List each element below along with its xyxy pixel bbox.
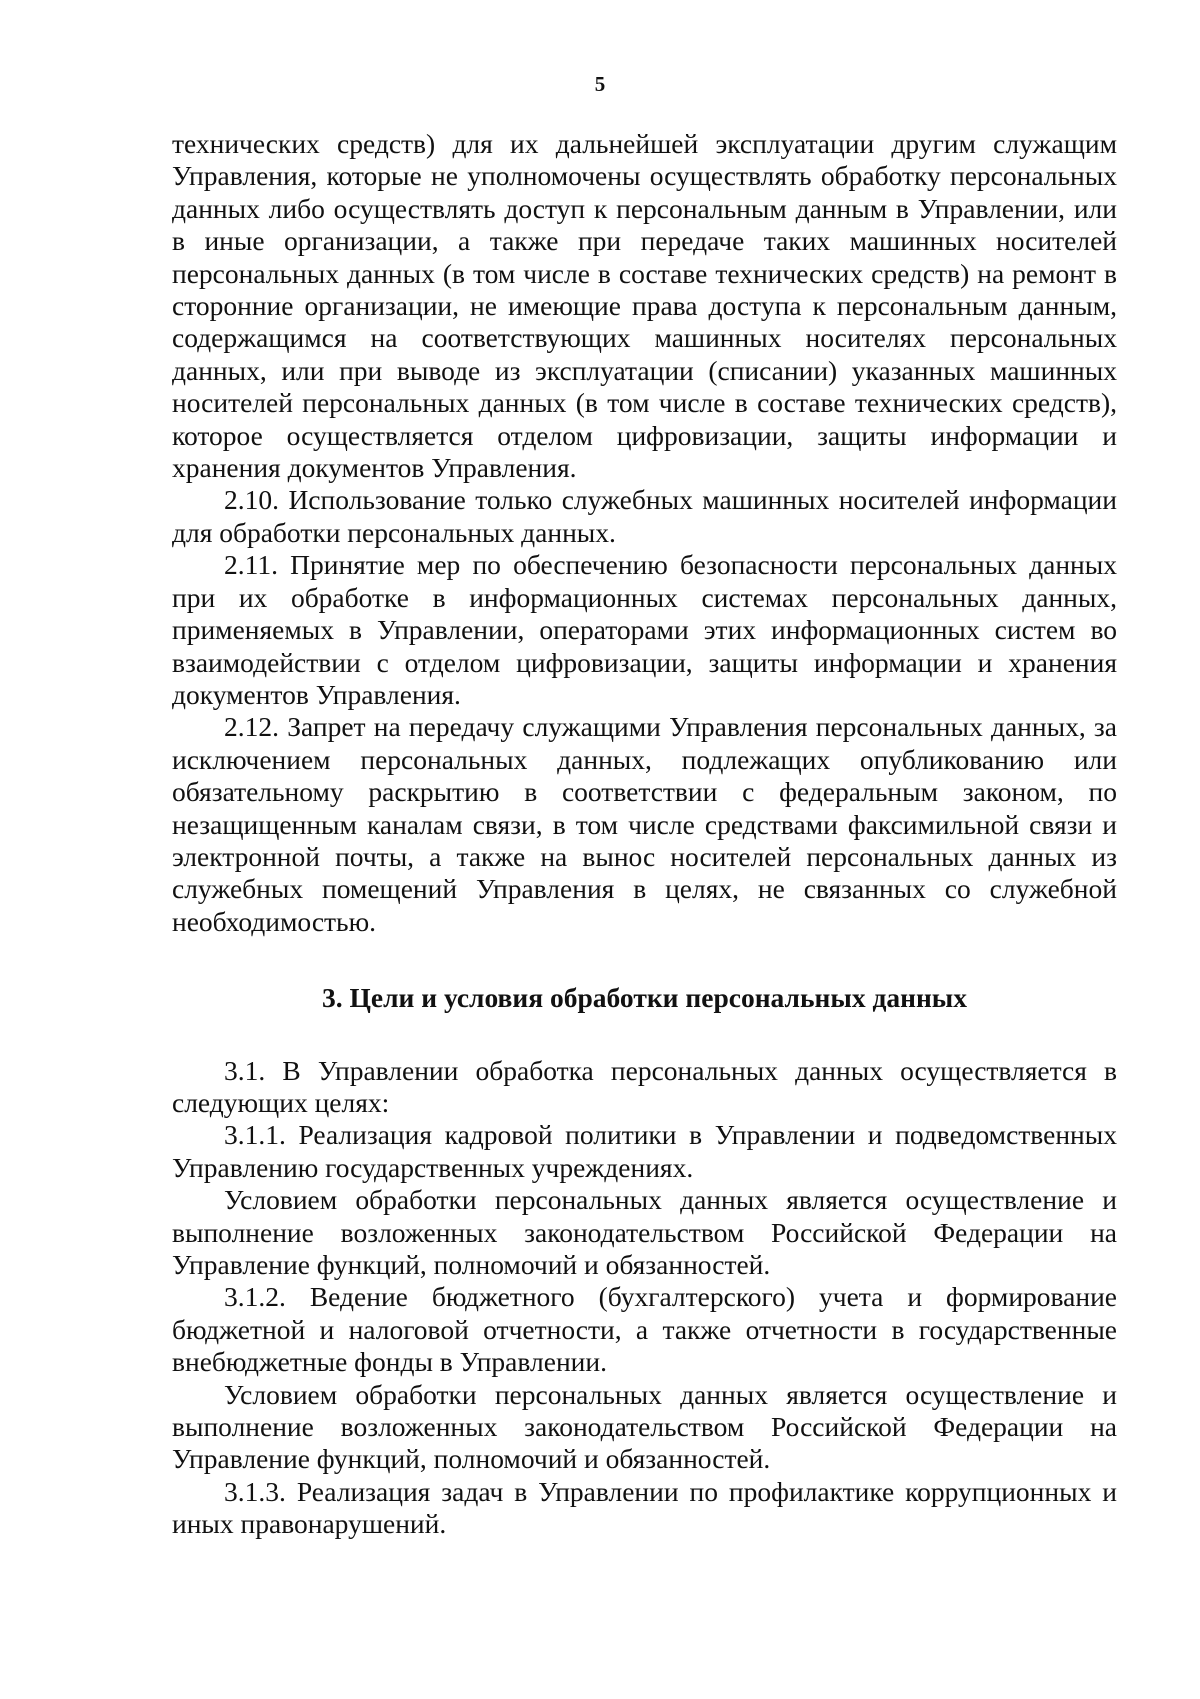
paragraph-3-1-1: 3.1.1. Реализация кадровой политики в Управлении и подведомственных Управлению государственных учреждениях. xyxy=(172,1119,1117,1183)
paragraph-3-1-2: 3.1.2. Ведение бюджетного (бухгалтерского) учета и формирование бюджетной и налоговой отчетности, а также отчетности в государственные внебюджетные фонды в Управлении. xyxy=(172,1281,1117,1378)
page-number: 5 xyxy=(594,72,606,96)
paragraph-3-1-3: 3.1.3. Реализация задач в Управлении по профилактике коррупционных и иных правонарушений. xyxy=(172,1475,1117,1540)
paragraph-continued: технических средств) для их дальнейшей эксплуатации другим служащим Управления, которые не уполномочены осуществлять обработку персональных данных либо осуществлять доступ к персональным данным в Управлении, или в иные организации, а также при передаче таких машинных носителей персональных данных (в том числе в составе технических средств) на ремонт в сторонние организации, не имеющие права доступа к персональным данным, содержащимся на соответствующих машинных носителях персональных данных, или при выводе из эксплуатации (списании) указанных машинных носителей персональных данных (в том числе в составе технических средств), которое осуществляется отделом цифровизации, защиты информации и хранения документов Управления. xyxy=(172,128,1117,484)
paragraph-2-10: 2.10. Использование только служебных машинных носителей информации для обработки персональных данных. xyxy=(172,484,1117,548)
document-body xyxy=(172,128,1117,1541)
paragraph-2-11: 2.11. Принятие мер по обеспечению безопасности персональных данных при их обработке в информационных системах персональных данных, применяемых в Управлении, операторами этих информационных систем во взаимодействии с отделом цифровизации, защиты информации и хранения документов Управления. xyxy=(172,549,1117,710)
section-heading: 3. Цели и условия обработки персональных данных xyxy=(321,982,968,1014)
paragraph-condition-1: Условием обработки персональных данных является осуществление и выполнение возложенных законодательством Российской Федерации на Управление функций, полномочий и обязанностей. xyxy=(172,1184,1117,1280)
paragraph-3-1: 3.1. В Управлении обработка персональных данных осуществляется в следующих целях: xyxy=(172,1054,1117,1118)
paragraph-condition-2: Условием обработки персональных данных является осуществление и выполнение возложенных законодательством Российской Федерации на Управление функций, полномочий и обязанностей. xyxy=(172,1378,1117,1475)
paragraph-2-12: 2.12. Запрет на передачу служащими Управления персональных данных, за исключением персональных данных, подлежащих опубликованию или обязательному раскрытию в соответствии с федеральным законом, по незащищенным каналам связи, в том числе средствами факсимильной связи и электронной почты, а также на вынос носителей персональных данных из служебных помещений Управления в целях, не связанных со служебной необходимостью. xyxy=(172,711,1117,937)
